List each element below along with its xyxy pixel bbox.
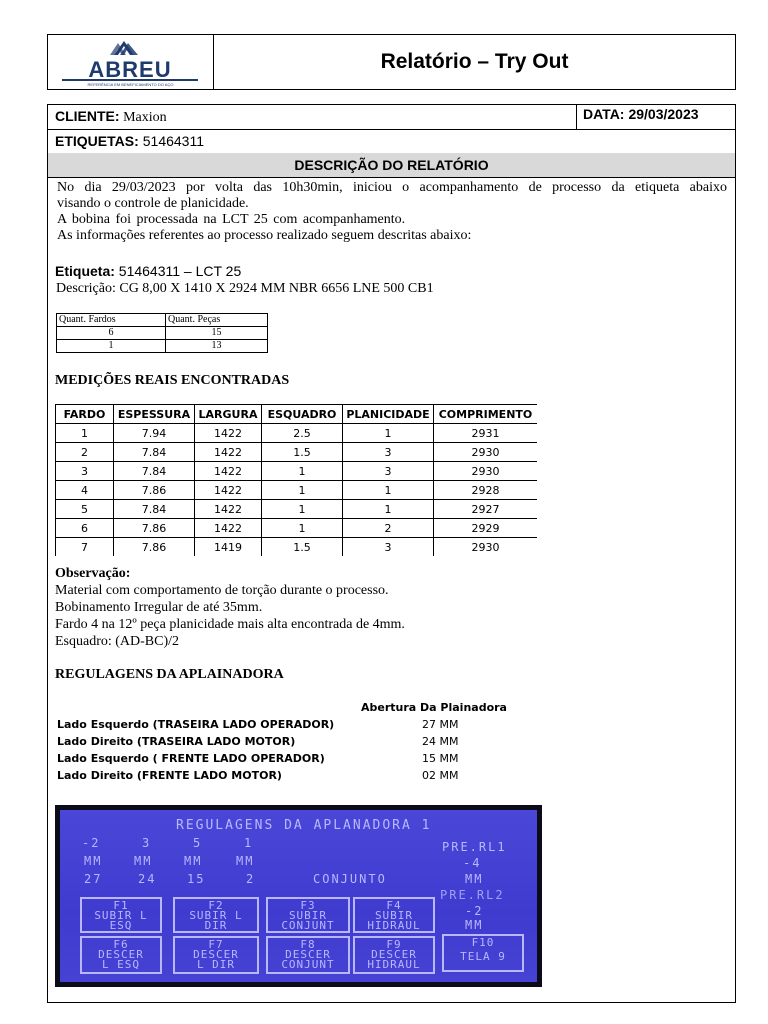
paragraph-line: A bobina foi processada na LCT 25 com acompanhamento. [57, 212, 406, 227]
lcd-button-key: F9 [386, 938, 402, 951]
table-cell: 2928 [434, 481, 538, 500]
divider [48, 129, 735, 130]
table-cell: 7 [56, 538, 114, 557]
regulagens-column-header: Abertura Da Plainadora [361, 701, 507, 714]
table-cell: 1419 [195, 538, 262, 557]
observation-line: Esquadro: (AD-BC)/2 [55, 634, 180, 649]
regulagem-label: Lado Direito (FRENTE LADO MOTOR) [57, 769, 282, 782]
client-field [55, 108, 167, 126]
lcd-button-label: HIDRAUL [367, 958, 421, 971]
logo-tagline: REFERÊNCIA EM BENEFICIAMENTO DO AÇO [87, 82, 174, 87]
table-cell: 1 [57, 340, 166, 353]
logo-text: ABREU [88, 57, 172, 82]
table-cell: 1 [262, 519, 343, 538]
regulagens-title: REGULAGENS DA APLAINADORA [55, 667, 284, 682]
lcd-display [60, 810, 537, 982]
date-divider [576, 105, 577, 129]
lcd-unit: MM [184, 854, 203, 868]
lcd-title: REGULAGENS DA APLANADORA 1 [176, 818, 432, 833]
lcd-setting: 24 [138, 872, 157, 886]
descricao-line: Descrição: CG 8,00 X 1410 X 2924 MM NBR 6656 LNE 500 CB1 [56, 281, 434, 296]
lcd-button-label: L ESQ [101, 958, 141, 971]
lcd-button-f6[interactable] [80, 936, 162, 974]
table-cell: 3 [343, 443, 434, 462]
measurements-table [55, 404, 537, 556]
lcd-button-label: DIR [204, 919, 228, 932]
table-cell: 2927 [434, 500, 538, 519]
table-cell: 1422 [195, 500, 262, 519]
table-header-cell: ESPESSURA [114, 405, 195, 424]
lcd-button-f8[interactable] [266, 936, 350, 974]
lcd-button-f1[interactable] [80, 897, 162, 933]
table-cell: 1422 [195, 519, 262, 538]
lcd-right-label: MM [465, 918, 484, 932]
lcd-button-key: F8 [300, 938, 316, 951]
lcd-value: 1 [244, 836, 254, 850]
table-header-cell: COMPRIMENTO [434, 405, 538, 424]
lcd-unit: MM [134, 854, 153, 868]
lcd-right-label: MM [465, 872, 484, 886]
table-cell: 1 [262, 481, 343, 500]
table-cell: 1 [262, 462, 343, 481]
table-cell: 7.86 [114, 519, 195, 538]
table-cell: 7.86 [114, 481, 195, 500]
regulagem-value: 24 MM [422, 735, 459, 748]
table-header-cell: FARDO [56, 405, 114, 424]
table-cell: 2930 [434, 462, 538, 481]
table-cell: 3 [343, 538, 434, 557]
table-cell: 1422 [195, 481, 262, 500]
regulagem-value: 02 MM [422, 769, 459, 782]
etiqueta-value: 51464311 – LCT 25 [118, 263, 242, 279]
measurements-title: MEDIÇÕES REAIS ENCONTRADAS [55, 373, 290, 388]
table-cell: 6 [57, 327, 166, 340]
table-cell: 1422 [195, 424, 262, 443]
tags-field [55, 133, 204, 151]
lcd-button-label: SUBIR L [189, 909, 243, 922]
date-label: DATA: [583, 106, 625, 122]
table-cell: 2930 [434, 538, 538, 557]
lcd-setting: 15 [187, 872, 206, 886]
table-cell: 2.5 [262, 424, 343, 443]
lcd-button-label: ESQ [109, 919, 133, 932]
lcd-button-f3[interactable] [266, 897, 350, 933]
description-header: DESCRIÇÃO DO RELATÓRIO [48, 153, 735, 177]
lcd-button-label: DESCER [193, 948, 239, 961]
table-cell: 2931 [434, 424, 538, 443]
lcd-right-label: -2 [465, 904, 484, 918]
table-cell: 2929 [434, 519, 538, 538]
lcd-button-label: SUBIR [288, 909, 328, 922]
lcd-value: 3 [142, 836, 152, 850]
table-cell: 7.84 [114, 500, 195, 519]
table-row [56, 462, 538, 481]
lcd-right-label: -4 [463, 856, 482, 870]
table-cell: 7.94 [114, 424, 195, 443]
lcd-setting: 2 [246, 872, 256, 886]
table-row [56, 519, 538, 538]
etiqueta-label: Etiqueta: [55, 263, 115, 279]
table-cell: 7.84 [114, 443, 195, 462]
table-cell: 7.86 [114, 538, 195, 557]
divider [48, 177, 735, 178]
table-cell: 6 [56, 519, 114, 538]
lcd-button-f2[interactable] [173, 897, 259, 933]
lcd-value: 5 [193, 836, 203, 850]
table-cell: 2930 [434, 443, 538, 462]
lcd-setting: 27 [84, 872, 103, 886]
lcd-button-label: DESCER [285, 948, 331, 961]
table-cell: 1 [56, 424, 114, 443]
tags-value: 51464311 [142, 133, 204, 149]
lcd-button-label: CONJUNT [281, 919, 335, 932]
lcd-button-f10[interactable] [442, 934, 524, 972]
table-cell: 2 [343, 519, 434, 538]
table-cell: 1 [262, 500, 343, 519]
table-row [56, 481, 538, 500]
lcd-button-key: F1 [113, 899, 129, 912]
table-header-cell: Quant. Fardos [57, 314, 166, 327]
table-cell: 1 [343, 424, 434, 443]
lcd-screen-photo [55, 805, 542, 987]
table-cell: 4 [56, 481, 114, 500]
tags-label: ETIQUETAS: [55, 133, 139, 149]
client-label: CLIENTE: [55, 108, 120, 124]
lcd-button-f7[interactable] [173, 936, 259, 974]
table-cell: 2 [56, 443, 114, 462]
regulagem-value: 15 MM [422, 752, 459, 765]
table-header-cell: LARGURA [195, 405, 262, 424]
lcd-button-f4[interactable] [353, 897, 435, 933]
lcd-button-label: CONJUNT [281, 958, 335, 971]
table-cell: 5 [56, 500, 114, 519]
lcd-button-key: F3 [300, 899, 316, 912]
lcd-button-label: HIDRAUL [367, 919, 421, 932]
lcd-right-label: PRE.RL2 [440, 888, 505, 902]
lcd-button-label: DESCER [371, 948, 417, 961]
observation-line: Material com comportamento de torção durante o processo. [55, 583, 389, 598]
date-field [583, 106, 699, 124]
report-header [47, 34, 736, 90]
table-cell: 15 [166, 327, 268, 340]
table-cell: 1 [343, 481, 434, 500]
table-header-cell: Quant. Peças [166, 314, 268, 327]
table-row [56, 424, 538, 443]
lcd-unit: MM [236, 854, 255, 868]
table-cell: 1 [343, 500, 434, 519]
table-row [56, 443, 538, 462]
table-cell: 1422 [195, 443, 262, 462]
lcd-button-key: F7 [208, 938, 224, 951]
table-cell: 13 [166, 340, 268, 353]
logo-underline [62, 79, 198, 81]
regulagem-label: Lado Direito (TRASEIRA LADO MOTOR) [57, 735, 296, 748]
table-row [56, 500, 538, 519]
lcd-button-key: F2 [208, 899, 224, 912]
paragraph-line: visando o controle de planicidade. [57, 196, 249, 211]
lcd-conjunto: CONJUNTO [313, 872, 387, 886]
table-cell: 7.84 [114, 462, 195, 481]
regulagem-label: Lado Esquerdo ( FRENTE LADO OPERADOR) [57, 752, 325, 765]
observation-line: Bobinamento Irregular de até 35mm. [55, 600, 263, 615]
lcd-button-key: F6 [113, 938, 129, 951]
regulagem-value: 27 MM [422, 718, 459, 731]
lcd-button-f9[interactable] [353, 936, 435, 974]
table-header-cell: PLANICIDADE [343, 405, 434, 424]
logo [48, 35, 214, 89]
lcd-button-key: F10 [471, 936, 495, 949]
observation-title: Observação: [55, 566, 131, 581]
table-cell: 3 [343, 462, 434, 481]
lcd-value: -2 [82, 836, 101, 850]
lcd-button-label: DESCER [98, 948, 144, 961]
table-row [56, 538, 538, 557]
lcd-button-label: TELA 9 [460, 950, 506, 963]
table-cell: 1.5 [262, 538, 343, 557]
paragraph-line: As informações referentes ao processo realizado seguem descritas abaixo: [57, 228, 472, 243]
quantity-table [56, 313, 268, 353]
date-value: 29/03/2023 [628, 106, 699, 122]
paragraph-line: No dia 29/03/2023 por volta das 10h30min, iniciou o acompanhamento de processo da etiqueta abaixo [57, 180, 727, 195]
table-cell: 3 [56, 462, 114, 481]
observation-line: Fardo 4 na 12º peça planicidade mais alta encontrada de 4mm. [55, 617, 405, 632]
page-title: Relatório – Try Out [380, 50, 569, 73]
lcd-right-label: PRE.RL1 [442, 840, 507, 854]
lcd-button-label: SUBIR L [94, 909, 148, 922]
lcd-unit: MM [84, 854, 103, 868]
regulagem-label: Lado Esquerdo (TRASEIRA LADO OPERADOR) [57, 718, 335, 731]
lcd-button-label: SUBIR [374, 909, 414, 922]
table-cell: 1422 [195, 462, 262, 481]
lcd-button-key: F4 [386, 899, 402, 912]
table-header-cell: ESQUADRO [262, 405, 343, 424]
client-value: Maxion [123, 110, 167, 125]
table-cell: 1.5 [262, 443, 343, 462]
etiqueta-field [55, 263, 241, 279]
lcd-button-label: L DIR [196, 958, 236, 971]
